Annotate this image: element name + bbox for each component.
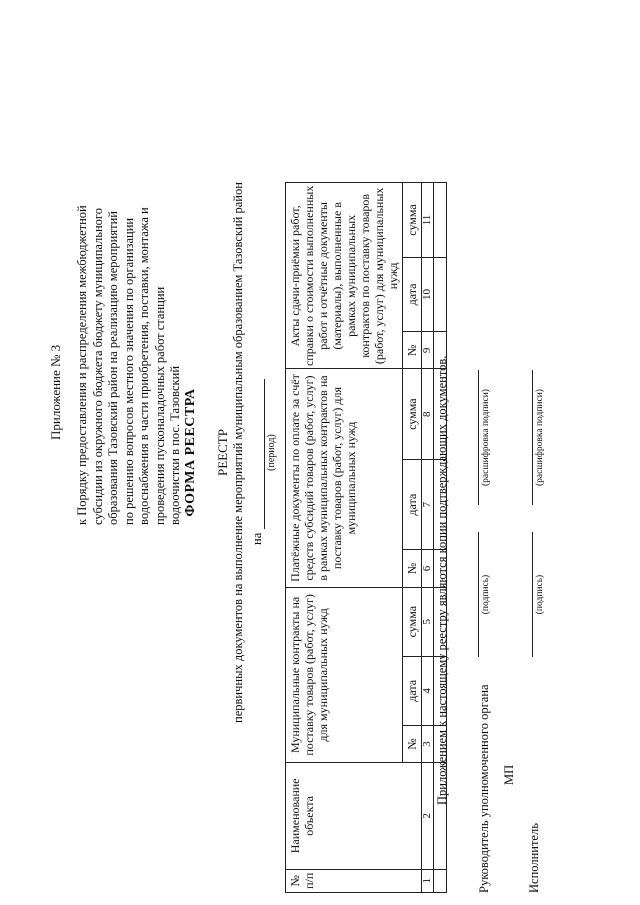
head-signature-caption: (подпись) [481,574,491,615]
column-number: 8 [422,369,434,459]
subheader-cell: дата [403,656,422,725]
head-decryption-caption: (расшифровка подписи) [481,389,491,486]
head-signature-line [478,532,479,657]
column-number: 2 [422,763,434,869]
appendix-text [75,55,184,525]
column-number: 6 [422,550,434,587]
table-cell [434,869,447,892]
appendix-line: водоочистки в пос. Тазовский [168,365,182,525]
period-line [250,379,265,545]
subheader-cell: № [403,332,422,369]
subheader-cell: дата [403,257,422,331]
subheader-cell: № [403,550,422,587]
executor-decryption-line [532,370,533,505]
column-number: 10 [422,257,434,331]
column-number: 3 [422,725,434,762]
registry-title: РЕЕСТР [215,429,230,476]
appendix-title: Приложение № 3 [48,344,63,440]
subheader-cell: № [403,725,422,762]
period-prefix: на [250,532,264,545]
table-header-row [286,23,403,893]
period-blank-line [252,379,265,529]
form-title: ФОРМА РЕЕСТРА [183,388,198,517]
stamp-placeholder-label: МП [502,764,516,785]
column-number: 11 [422,183,434,257]
appendix-line: водоснабжения в части приобретения, поставки, монтажа и [137,207,151,525]
header-payments: Платёжные документы по оплате за счёт средств субсидий товаров (работ, услуг) в рамках муниципальных контрактов на поставку товаров (работ, услуг) для муниципальных нужд [286,369,403,587]
header-object: Наименование объекта [286,763,422,869]
appendix-line: проведения пусконаладочных работ станции [152,286,167,525]
head-signature-label: Руководитель уполномоченного органа [477,684,491,893]
header-acts: Акты сдачи-приёмки работ, справки о стоимости выполненных работ и отчётные документы (материалы), выполненные в рамках муниципальных контрактов по поставку товаров (работ, услуг) для муниципальных нужд [286,183,403,369]
subheader-cell: дата [403,459,422,549]
executor-signature-line [532,532,533,657]
table-cell [434,257,447,331]
subheader-cell: сумма [403,183,422,257]
column-number: 7 [422,459,434,549]
executor-signature-caption: (подпись) [535,574,545,615]
header-contracts: Муниципальные контракты на поставку товаров (работ, услуг) для муниципальных нужд [286,587,403,763]
executor-signature-label: Исполнитель [527,823,541,893]
appendix-line: субсидии из окружного бюджета бюджету муниципального [90,208,105,525]
subheader-cell: сумма [403,587,422,656]
attachment-note: Приложением к настоящему реестру являются копии подтверждающих документов. [435,355,449,805]
column-number: 1 [422,869,434,892]
column-number: 5 [422,587,434,656]
column-number: 9 [422,332,434,369]
table-right-spacer [286,23,447,183]
registry-subtitle: первичных документов на выполнение мероприятий муниципальным образованием Тазовский район [231,182,245,723]
table-cell [434,183,447,257]
appendix-line: по решению вопросов местного значения по организации [121,217,136,525]
registry-table [285,23,447,893]
appendix-line: к Порядку предоставления и распределения межбюджетной [75,205,89,525]
appendix-line: образования Тазовский район на реализацию мероприятий [106,211,120,525]
period-caption: (период) [266,434,277,471]
subheader-cell: сумма [403,369,422,459]
header-num: № п/п [286,869,422,892]
head-decryption-line [478,370,479,505]
executor-decryption-caption: (расшифровка подписи) [535,389,545,486]
column-number: 4 [422,656,434,725]
